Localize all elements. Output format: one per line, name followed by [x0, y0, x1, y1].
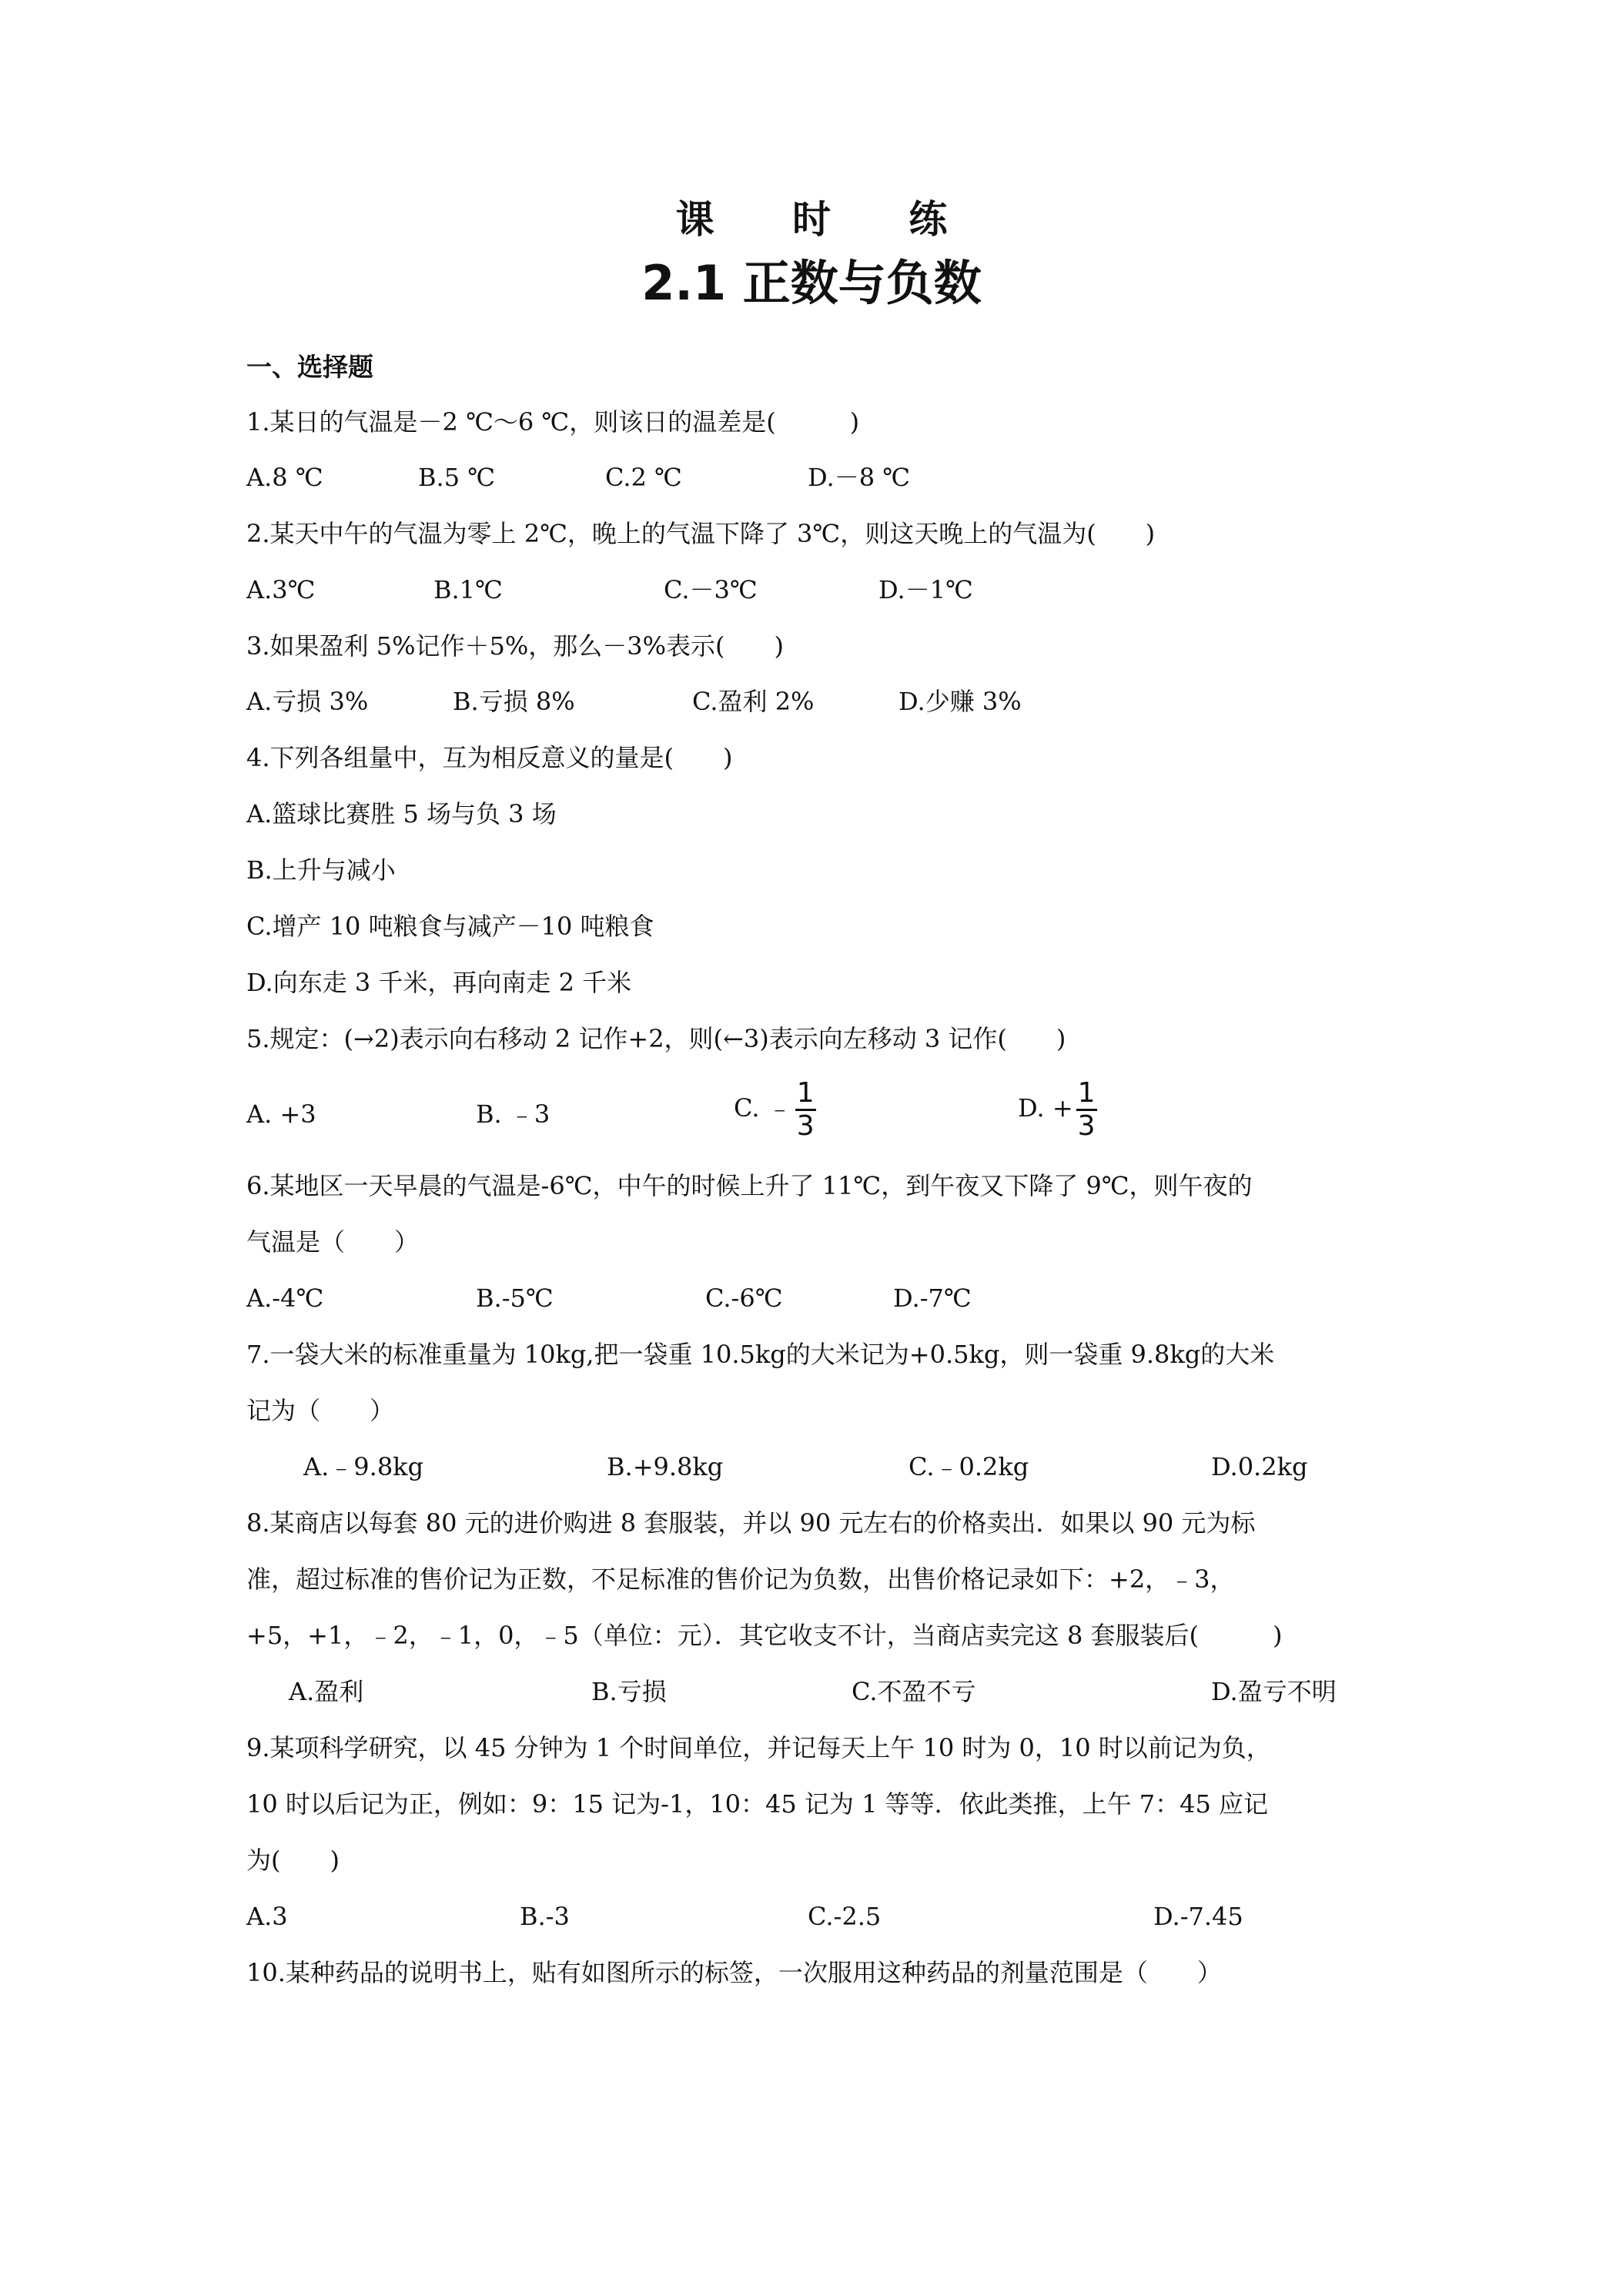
- question-9-option-b: B.-3: [520, 1902, 570, 1931]
- question-1-stem: 1.某日的气温是－2 ℃～6 ℃，则该日的温差是( ): [246, 407, 860, 437]
- question-1-option-c: C.2 ℃: [605, 463, 682, 492]
- fraction-numerator: 1: [1076, 1078, 1097, 1111]
- fraction-one-third: [1076, 1078, 1097, 1142]
- question-6-option-d: D.-7℃: [893, 1284, 972, 1313]
- question-6-option-c: C.-6℃: [705, 1284, 783, 1313]
- fraction-denominator: 3: [1077, 1110, 1096, 1142]
- question-5-option-a: A. +3: [246, 1099, 316, 1129]
- question-2-option-c: C.－3℃: [664, 575, 758, 604]
- question-2-option-b: B.1℃: [433, 575, 503, 604]
- question-8-option-a: A.盈利: [289, 1677, 364, 1706]
- question-4-option-d: D.向东走 3 千米，再向南走 2 千米: [246, 968, 632, 997]
- question-7-option-a: A.﹣9.8kg: [303, 1452, 424, 1481]
- question-6-option-a: A.-4℃: [246, 1284, 324, 1313]
- question-7-option-b: B.+9.8kg: [607, 1452, 724, 1481]
- question-9-option-a: A.3: [246, 1902, 288, 1931]
- lesson-title: 2.1 正数与负数: [641, 255, 982, 311]
- question-3-stem: 3.如果盈利 5%记作＋5%，那么－3%表示( ): [246, 631, 784, 661]
- question-7-option-d: D.0.2kg: [1211, 1452, 1308, 1481]
- question-9-option-c: C.-2.5: [808, 1902, 882, 1931]
- fraction-numerator: 1: [795, 1078, 816, 1111]
- question-4-option-b: B.上升与减小: [246, 855, 396, 885]
- worksheet-title: 课 时 练: [675, 197, 980, 242]
- question-2-stem: 2.某天中午的气温为零上 2℃，晚上的气温下降了 3℃，则这天晚上的气温为( ): [246, 519, 1156, 548]
- question-3-option-b: B.亏损 8%: [453, 687, 575, 716]
- question-5-stem: 5.规定：(→2)表示向右移动 2 记作+2，则(←3)表示向左移动 3 记作( ): [246, 1024, 1066, 1053]
- question-8-option-c: C.不盈不亏: [852, 1677, 976, 1706]
- question-4-stem: 4.下列各组量中，互为相反意义的量是( ): [246, 743, 733, 772]
- fraction-one-third: [795, 1078, 816, 1142]
- fraction-denominator: 3: [796, 1110, 815, 1142]
- question-10-stem: 10.某种药品的说明书上，贴有如图所示的标签，一次服用这种药品的剂量范围是（ ）: [246, 1958, 1222, 1987]
- section-heading: 一、选择题: [246, 352, 373, 382]
- question-7-stem-line-1: 7.一袋大米的标准重量为 10kg,把一袋重 10.5kg的大米记为+0.5kg，则一袋重 9.8kg的大米: [246, 1340, 1275, 1369]
- question-6-stem-line-2: 气温是（ ）: [246, 1227, 420, 1257]
- question-5-option-b: B. ﹣3: [476, 1099, 550, 1129]
- question-5-option-d: [1018, 1078, 1097, 1142]
- question-3-option-c: C.盈利 2%: [692, 687, 815, 716]
- question-3-option-a: A.亏损 3%: [246, 687, 369, 716]
- question-8-option-b: B.亏损: [591, 1677, 667, 1706]
- question-9-option-d: D.-7.45: [1153, 1902, 1243, 1931]
- question-6-option-b: B.-5℃: [476, 1284, 554, 1313]
- question-4-option-a: A.篮球比赛胜 5 场与负 3 场: [246, 799, 557, 828]
- question-8-stem-line-3: +5，+1，﹣2，﹣1，0，﹣5（单位：元）．其它收支不计，当商店卖完这 8 套服装后( ): [246, 1621, 1283, 1650]
- question-2-option-a: A.3℃: [246, 575, 316, 604]
- question-2-option-d: D.－1℃: [878, 575, 973, 604]
- question-6-stem-line-1: 6.某地区一天早晨的气温是-6℃，中午的时候上升了 11℃，到午夜又下降了 9℃，则午夜的: [246, 1171, 1253, 1200]
- question-1-option-a: A.8 ℃: [246, 463, 323, 492]
- question-7-option-c: C.﹣0.2kg: [909, 1452, 1029, 1481]
- question-5-option-d-prefix: D. +: [1018, 1093, 1073, 1123]
- question-1-option-d: D.－8 ℃: [808, 463, 911, 492]
- question-3-option-d: D.少赚 3%: [899, 687, 1022, 716]
- question-9-stem-line-2: 10 时以后记为正，例如：9：15 记为-1，10：45 记为 1 等等．依此类推，上午 7：45 应记: [246, 1789, 1269, 1819]
- question-9-stem-line-3: 为( ): [246, 1846, 340, 1875]
- question-9-stem-line-1: 9.某项科学研究，以 45 分钟为 1 个时间单位，并记每天上午 10 时为 0，10 时以前记为负，: [246, 1733, 1271, 1762]
- question-5-option-c-prefix: C. ﹣: [734, 1093, 792, 1123]
- question-8-stem-line-1: 8.某商店以每套 80 元的进价购进 8 套服装，并以 90 元左右的价格卖出．如果以 90 元为标: [246, 1508, 1256, 1538]
- question-4-option-c: C.增产 10 吨粮食与减产－10 吨粮食: [246, 912, 654, 941]
- question-5-option-c: [734, 1078, 816, 1142]
- question-1-option-b: B.5 ℃: [418, 463, 496, 492]
- question-7-stem-line-2: 记为（ ）: [246, 1396, 395, 1425]
- question-8-option-d: D.盈亏不明: [1211, 1677, 1337, 1706]
- question-8-stem-line-2: 准，超过标准的售价记为正数，不足标准的售价记为负数，出售价格记录如下：+2，﹣3，: [246, 1565, 1235, 1594]
